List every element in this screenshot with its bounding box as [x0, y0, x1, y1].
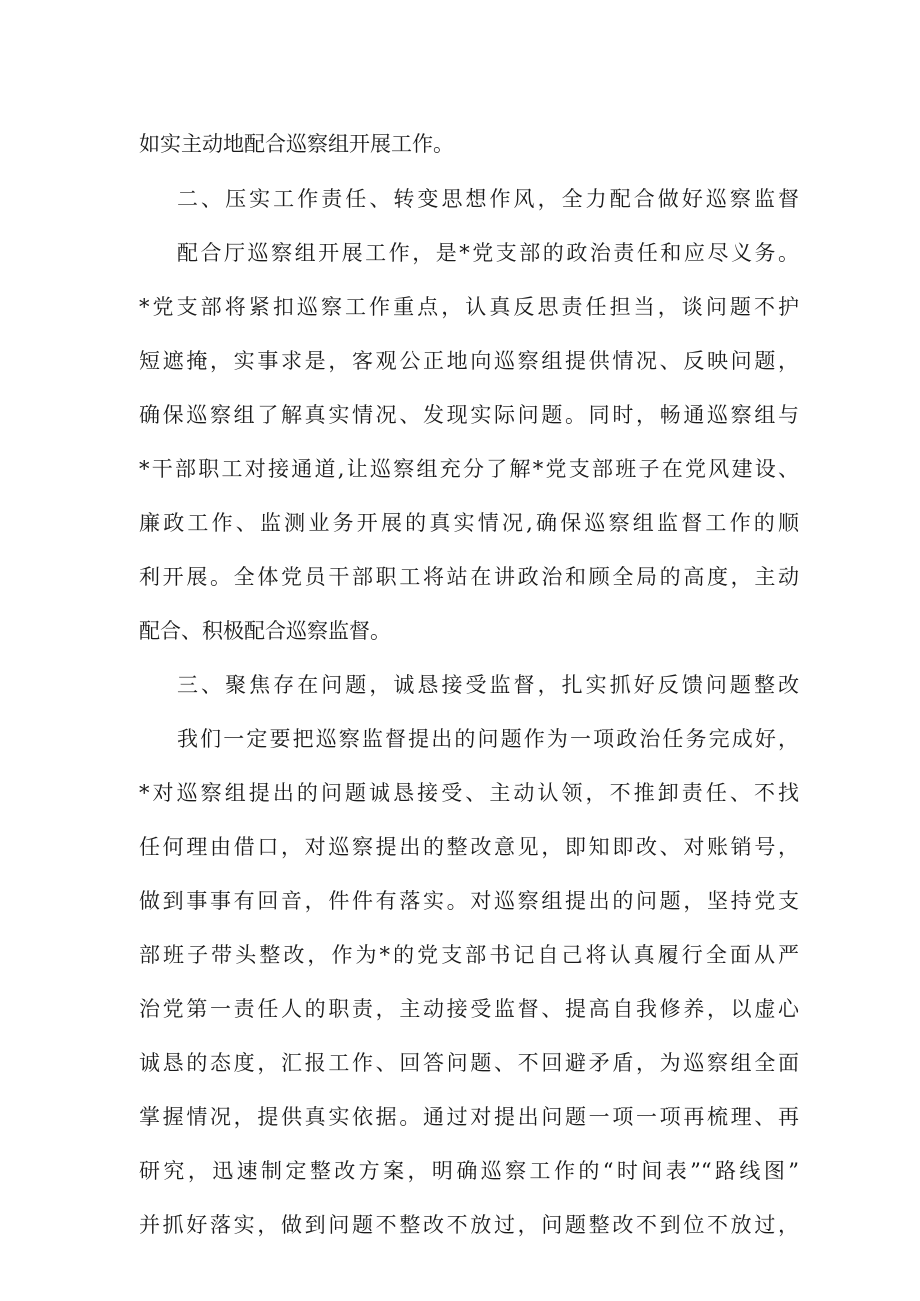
- body-text-line: 治党第一责任人的职责，主动接受监督、提高自我修养，以虚心: [139, 997, 799, 1021]
- body-text-line: 研究，迅速制定整改方案，明确巡察工作的“时间表”“路线图”: [139, 1159, 799, 1183]
- body-text-line: *干部职工对接通道,让巡察组充分了解*党支部班子在党风建设、: [139, 457, 799, 481]
- section-heading: 二、压实工作责任、转变思想作风，全力配合做好巡察监督: [177, 187, 799, 211]
- body-text-line: 如实主动地配合巡察组开展工作。: [139, 132, 454, 156]
- body-text-line: 我们一定要把巡察监督提出的问题作为一项政治任务完成好，: [177, 727, 799, 751]
- body-text-line: 部班子带头整改，作为*的党支部书记自己将认真履行全面从严: [139, 943, 799, 967]
- section-heading: 三、聚焦存在问题，诚恳接受监督，扎实抓好反馈问题整改: [177, 673, 799, 697]
- body-text-line: 掌握情况，提供真实依据。通过对提出问题一项一项再梳理、再: [139, 1105, 799, 1129]
- body-text-line: *对巡察组提出的问题诚恳接受、主动认领，不推卸责任、不找: [139, 781, 799, 805]
- body-text-line: *党支部将紧扣巡察工作重点，认真反思责任担当，谈问题不护: [139, 295, 799, 319]
- body-text-line: 并抓好落实，做到问题不整改不放过，问题整改不到位不放过，: [139, 1213, 799, 1237]
- body-text-line: 任何理由借口，对巡察提出的整改意见，即知即改、对账销号，: [139, 835, 799, 859]
- body-text-line: 做到事事有回音，件件有落实。对巡察组提出的问题，坚持党支: [139, 889, 799, 913]
- body-text-line: 配合、积极配合巡察监督。: [139, 619, 391, 643]
- body-text-line: 诚恳的态度，汇报工作、回答问题、不回避矛盾，为巡察组全面: [139, 1051, 799, 1075]
- body-text-line: 确保巡察组了解真实情况、发现实际问题。同时，畅通巡察组与: [139, 403, 799, 427]
- body-text-line: 廉政工作、监测业务开展的真实情况,确保巡察组监督工作的顺: [139, 511, 799, 535]
- body-text-line: 短遮掩，实事求是，客观公正地向巡察组提供情况、反映问题，: [139, 349, 799, 373]
- body-text-line: 利开展。全体党员干部职工将站在讲政治和顾全局的高度，主动: [139, 565, 799, 589]
- body-text-line: 配合厅巡察组开展工作，是*党支部的政治责任和应尽义务。: [177, 241, 799, 265]
